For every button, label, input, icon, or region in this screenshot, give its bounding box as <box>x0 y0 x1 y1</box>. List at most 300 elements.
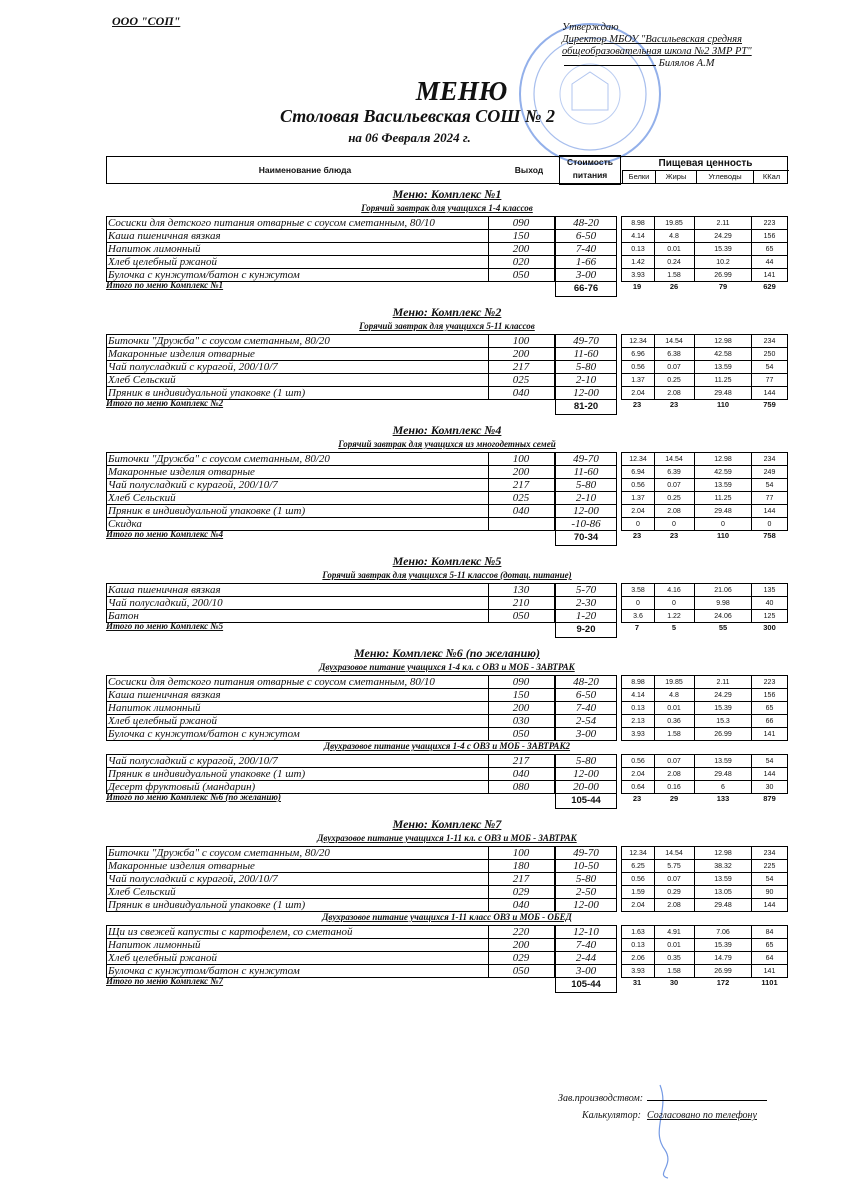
dish-nutrition-c: 2.11 <box>695 675 752 688</box>
dish-nutrition-c: 13.05 <box>695 885 752 898</box>
dish-name: Скидка <box>106 517 489 531</box>
total-cost: 81-20 <box>555 399 617 415</box>
dish-output: 217 <box>488 754 555 767</box>
dish-output: 100 <box>488 846 555 859</box>
dish-nutrition-f: 4.91 <box>654 925 695 938</box>
total-label: Итого по меню Комплекс №6 (по желанию) <box>106 792 281 802</box>
header-nutrition: Пищевая ценность <box>658 158 753 169</box>
dish-nutrition-f: 0 <box>654 596 695 609</box>
dish-cost: 1-66 <box>555 255 617 268</box>
dish-nutrition-c: 13.59 <box>695 872 752 885</box>
dish-output: 200 <box>488 465 555 478</box>
dish-name: Хлеб целебный ржаной <box>106 714 489 727</box>
dish-nutrition-f: 2.08 <box>654 504 695 517</box>
dish-cost: 5-80 <box>555 872 617 885</box>
approval-line3: общеобразовательная школа №2 ЗМР РТ" <box>562 46 752 57</box>
dish-cost: 6-50 <box>555 229 617 242</box>
total-cost: 9-20 <box>555 622 617 638</box>
total-nutrition-f: 23 <box>669 531 679 540</box>
dish-nutrition-c: 42.58 <box>695 347 752 360</box>
dish-nutrition-c: 12.98 <box>695 334 752 347</box>
section-total <box>106 281 788 297</box>
table-row <box>106 478 788 491</box>
dish-nutrition-k: 64 <box>752 951 788 964</box>
dish-cost: 3-00 <box>555 964 617 978</box>
dish-nutrition-f: 0.36 <box>654 714 695 727</box>
dish-nutrition-k: 144 <box>752 504 788 517</box>
dish-cost: 5-80 <box>555 478 617 491</box>
table-row <box>106 675 788 688</box>
table-row <box>106 491 788 504</box>
dish-nutrition-k: 77 <box>752 491 788 504</box>
dish-nutrition-k: 84 <box>752 925 788 938</box>
dish-nutrition-f: 0.07 <box>654 360 695 373</box>
dish-nutrition-f: 6.39 <box>654 465 695 478</box>
dish-nutrition-k: 54 <box>752 478 788 491</box>
dish-nutrition-p: 4.14 <box>621 688 655 701</box>
section-title: Меню: Комплекс №6 (по желанию) <box>354 646 540 660</box>
table-row <box>106 229 788 242</box>
dish-name: Пряник в индивидуальной упаковке (1 шт) <box>106 386 489 400</box>
dish-nutrition-p: 0 <box>621 596 655 609</box>
dish-name: Макаронные изделия отварные <box>106 347 489 360</box>
dish-output: 130 <box>488 583 555 596</box>
dish-name: Пряник в индивидуальной упаковке (1 шт) <box>106 898 489 912</box>
dish-output: 217 <box>488 872 555 885</box>
header-output: Выход <box>514 165 544 175</box>
table-row <box>106 872 788 885</box>
dish-nutrition-f: 2.08 <box>654 767 695 780</box>
dish-cost: 12-00 <box>555 386 617 400</box>
dish-nutrition-f: 0 <box>654 517 695 531</box>
dish-output: 217 <box>488 478 555 491</box>
dish-nutrition-p: 1.59 <box>621 885 655 898</box>
dish-output: 200 <box>488 242 555 255</box>
dish-nutrition-c: 21.06 <box>695 583 752 596</box>
dish-output: 040 <box>488 386 555 400</box>
dish-nutrition-c: 15.39 <box>695 701 752 714</box>
dish-nutrition-f: 19.85 <box>654 675 695 688</box>
total-nutrition-f: 30 <box>669 978 679 987</box>
menu-section <box>106 187 788 297</box>
table-row <box>106 334 788 347</box>
table-row <box>106 373 788 386</box>
dish-output: 080 <box>488 780 555 794</box>
dish-cost: 11-60 <box>555 465 617 478</box>
dish-nutrition-k: 66 <box>752 714 788 727</box>
dish-nutrition-f: 0.07 <box>654 872 695 885</box>
dish-nutrition-p: 6.96 <box>621 347 655 360</box>
dish-nutrition-p: 0.13 <box>621 938 655 951</box>
dish-cost: 12-10 <box>555 925 617 938</box>
dish-cost: 6-50 <box>555 688 617 701</box>
total-nutrition-k: 1101 <box>761 978 778 987</box>
dish-output: 200 <box>488 347 555 360</box>
dish-nutrition-c: 12.98 <box>695 452 752 465</box>
dish-name: Булочка с кунжутом/батон с кунжутом <box>106 268 489 282</box>
table-row <box>106 938 788 951</box>
calculator-line <box>582 1110 757 1121</box>
dish-nutrition-c: 13.59 <box>695 360 752 373</box>
dish-nutrition-p: 6.25 <box>621 859 655 872</box>
table-row <box>106 754 788 767</box>
table-row <box>106 951 788 964</box>
dish-cost: 1-20 <box>555 609 617 623</box>
section-title: Меню: Комплекс №4 <box>392 423 502 437</box>
approval-line1: Утверждаю <box>562 22 619 33</box>
dish-nutrition-k: 234 <box>752 846 788 859</box>
dish-cost: -10-86 <box>555 517 617 531</box>
dish-cost: 49-70 <box>555 846 617 859</box>
menu-section <box>106 817 788 993</box>
dish-nutrition-f: 5.75 <box>654 859 695 872</box>
dish-name: Биточки "Дружба" с соусом сметанным, 80/20 <box>106 452 489 465</box>
dish-name: Пряник в индивидуальной упаковке (1 шт) <box>106 504 489 517</box>
dish-nutrition-f: 0.01 <box>654 701 695 714</box>
dish-nutrition-k: 234 <box>752 452 788 465</box>
dish-nutrition-p: 0.56 <box>621 872 655 885</box>
dish-nutrition-c: 13.59 <box>695 478 752 491</box>
dish-nutrition-c: 29.48 <box>695 504 752 517</box>
dish-nutrition-p: 2.06 <box>621 951 655 964</box>
dish-cost: 12-00 <box>555 767 617 780</box>
section-title: Меню: Комплекс №5 <box>392 554 502 568</box>
dish-nutrition-p: 0.56 <box>621 754 655 767</box>
total-nutrition-k: 629 <box>763 282 776 291</box>
table-row <box>106 701 788 714</box>
dish-nutrition-c: 15.3 <box>695 714 752 727</box>
dish-nutrition-c: 6 <box>695 780 752 794</box>
dish-output: 150 <box>488 688 555 701</box>
dish-cost: 7-40 <box>555 242 617 255</box>
dish-cost: 48-20 <box>555 216 617 229</box>
dish-output: 100 <box>488 452 555 465</box>
dish-output: 150 <box>488 229 555 242</box>
dish-name: Напиток лимонный <box>106 701 489 714</box>
dish-nutrition-p: 1.37 <box>621 491 655 504</box>
dish-nutrition-f: 0.29 <box>654 885 695 898</box>
dish-nutrition-f: 0.25 <box>654 373 695 386</box>
total-nutrition-p: 23 <box>632 400 642 409</box>
dish-nutrition-f: 0.25 <box>654 491 695 504</box>
section-title: Меню: Комплекс №1 <box>392 187 502 201</box>
header-kcal: ККал <box>753 170 789 183</box>
dish-nutrition-c: 15.39 <box>695 242 752 255</box>
dish-nutrition-k: 40 <box>752 596 788 609</box>
dish-nutrition-k: 65 <box>752 938 788 951</box>
dish-output: 050 <box>488 268 555 282</box>
dish-nutrition-c: 26.99 <box>695 727 752 741</box>
table-row <box>106 242 788 255</box>
total-nutrition-c: 110 <box>716 400 730 409</box>
dish-nutrition-f: 6.38 <box>654 347 695 360</box>
dish-nutrition-p: 1.42 <box>621 255 655 268</box>
dish-nutrition-c: 29.48 <box>695 898 752 912</box>
dish-nutrition-p: 0.13 <box>621 242 655 255</box>
dish-nutrition-f: 1.22 <box>654 609 695 623</box>
table-row <box>106 583 788 596</box>
group-title: Горячий завтрак для учащихся 1-4 классов <box>361 203 533 213</box>
total-nutrition-p: 19 <box>632 282 642 291</box>
dish-nutrition-f: 0.07 <box>654 478 695 491</box>
dish-nutrition-k: 249 <box>752 465 788 478</box>
dish-nutrition-k: 250 <box>752 347 788 360</box>
dish-name: Хлеб Сельский <box>106 491 489 504</box>
dish-nutrition-c: 24.06 <box>695 609 752 623</box>
dish-nutrition-k: 223 <box>752 675 788 688</box>
dish-nutrition-c: 13.59 <box>695 754 752 767</box>
dish-nutrition-c: 9.98 <box>695 596 752 609</box>
table-row <box>106 347 788 360</box>
approval-block <box>562 22 752 70</box>
group-title: Двухразовое питание учащихся 1-4 с ОВЗ и МОБ - ЗАВТРАК2 <box>323 741 571 751</box>
dish-name: Чай полусладкий с курагой, 200/10/7 <box>106 360 489 373</box>
table-row <box>106 465 788 478</box>
calc-value: Согласовано по телефону <box>646 1110 757 1121</box>
dish-cost: 20-00 <box>555 780 617 794</box>
dish-name: Сосиски для детского питания отварные с соусом сметанным, 80/10 <box>106 675 489 688</box>
dish-nutrition-k: 65 <box>752 701 788 714</box>
dish-nutrition-p: 2.04 <box>621 898 655 912</box>
table-row <box>106 898 788 911</box>
dish-nutrition-p: 3.93 <box>621 727 655 741</box>
dish-nutrition-c: 14.79 <box>695 951 752 964</box>
dish-cost: 2-54 <box>555 714 617 727</box>
total-nutrition-c: 110 <box>716 531 730 540</box>
dish-nutrition-k: 156 <box>752 229 788 242</box>
table-row <box>106 255 788 268</box>
dish-name: Каша пшеничная вязкая <box>106 583 489 596</box>
dish-nutrition-p: 3.93 <box>621 268 655 282</box>
dish-name: Чай полусладкий, 200/10 <box>106 596 489 609</box>
dish-output: 025 <box>488 373 555 386</box>
table-row <box>106 216 788 229</box>
table-row <box>106 846 788 859</box>
dish-nutrition-k: 54 <box>752 360 788 373</box>
dish-name: Хлеб целебный ржаной <box>106 255 489 268</box>
dish-output: 090 <box>488 675 555 688</box>
dish-output: 200 <box>488 701 555 714</box>
total-label: Итого по меню Комплекс №7 <box>106 976 224 986</box>
dish-nutrition-c: 24.29 <box>695 688 752 701</box>
dish-nutrition-c: 11.25 <box>695 491 752 504</box>
approval-line2: Директор МБОУ "Васильевская средняя <box>562 34 743 45</box>
dish-nutrition-p: 0.64 <box>621 780 655 794</box>
dish-nutrition-p: 2.13 <box>621 714 655 727</box>
dish-nutrition-f: 1.58 <box>654 964 695 978</box>
total-label: Итого по меню Комплекс №2 <box>106 398 224 408</box>
dish-name: Биточки "Дружба" с соусом сметанным, 80/20 <box>106 846 489 859</box>
dish-cost: 48-20 <box>555 675 617 688</box>
dish-nutrition-c: 10.2 <box>695 255 752 268</box>
dish-nutrition-f: 0.01 <box>654 938 695 951</box>
dish-output <box>488 517 555 531</box>
dish-nutrition-k: 223 <box>752 216 788 229</box>
dish-nutrition-k: 0 <box>752 517 788 531</box>
dish-name: Напиток лимонный <box>106 938 489 951</box>
dish-nutrition-p: 8.98 <box>621 216 655 229</box>
dish-output: 180 <box>488 859 555 872</box>
dish-nutrition-p: 0.56 <box>621 360 655 373</box>
total-nutrition-k: 300 <box>763 623 776 632</box>
dish-name: Десерт фруктовый (мандарин) <box>106 780 489 794</box>
dish-nutrition-k: 141 <box>752 964 788 978</box>
dish-cost: 12-00 <box>555 504 617 517</box>
dish-nutrition-p: 6.94 <box>621 465 655 478</box>
dish-nutrition-c: 12.98 <box>695 846 752 859</box>
total-cost: 70-34 <box>555 530 617 546</box>
approval-signer: Билялов А.М <box>658 58 715 69</box>
page-date: на 06 Февраля 2024 г. <box>348 130 471 145</box>
dish-output: 210 <box>488 596 555 609</box>
dish-name: Чай полусладкий с курагой, 200/10/7 <box>106 478 489 491</box>
dish-name: Сосиски для детского питания отварные с соусом сметанным, 80/10 <box>106 216 489 229</box>
header-proteins: Белки <box>622 170 655 183</box>
total-nutrition-p: 7 <box>634 623 640 632</box>
header-fats: Жиры <box>655 170 696 183</box>
dish-nutrition-k: 135 <box>752 583 788 596</box>
dish-cost: 2-50 <box>555 885 617 898</box>
dish-name: Макаронные изделия отварные <box>106 859 489 872</box>
group-title: Горячий завтрак для учащихся 5-11 классов <box>359 321 535 331</box>
dish-output: 050 <box>488 964 555 978</box>
manager-line <box>558 1093 767 1104</box>
section-total <box>106 399 788 415</box>
dish-cost: 2-44 <box>555 951 617 964</box>
dish-cost: 12-00 <box>555 898 617 912</box>
dish-cost: 2-30 <box>555 596 617 609</box>
menu-section <box>106 423 788 546</box>
dish-cost: 2-10 <box>555 491 617 504</box>
dish-nutrition-k: 225 <box>752 859 788 872</box>
group-title: Двухразовое питание учащихся 1-11 класс ОВЗ и МОБ - ОБЕД <box>322 912 572 922</box>
dish-nutrition-k: 125 <box>752 609 788 623</box>
dish-cost: 49-70 <box>555 334 617 347</box>
dish-nutrition-p: 2.04 <box>621 504 655 517</box>
dish-nutrition-c: 2.11 <box>695 216 752 229</box>
dish-nutrition-p: 0.13 <box>621 701 655 714</box>
group-title: Горячий завтрак для учащихся 5-11 классов (дотац. питание) <box>322 570 572 580</box>
total-label: Итого по меню Комплекс №1 <box>106 280 224 290</box>
dish-nutrition-k: 77 <box>752 373 788 386</box>
dish-nutrition-c: 26.99 <box>695 964 752 978</box>
group-title: Двухразовое питание учащихся 1-11 кл. с ОВЗ и МОБ - ЗАВТРАК <box>317 833 577 843</box>
dish-nutrition-c: 11.25 <box>695 373 752 386</box>
dish-nutrition-p: 4.14 <box>621 229 655 242</box>
dish-name: Щи из свежей капусты с картофелем, со сметаной <box>106 925 489 938</box>
section-total <box>106 530 788 546</box>
total-label: Итого по меню Комплекс №4 <box>106 529 224 539</box>
org-name: ООО "СОП" <box>112 14 181 28</box>
total-cost: 66-76 <box>555 281 617 297</box>
dish-nutrition-k: 30 <box>752 780 788 794</box>
dish-nutrition-f: 1.58 <box>654 727 695 741</box>
total-cost: 105-44 <box>555 977 617 993</box>
page-subtitle: Столовая Васильевская СОШ № 2 <box>280 106 555 126</box>
dish-nutrition-f: 0.24 <box>654 255 695 268</box>
header-cost <box>559 155 621 185</box>
total-nutrition-p: 23 <box>632 531 642 540</box>
dish-nutrition-p: 2.04 <box>621 386 655 400</box>
section-total <box>106 793 788 809</box>
dish-nutrition-c: 0 <box>695 517 752 531</box>
dish-nutrition-f: 14.54 <box>654 846 695 859</box>
dish-name: Батон <box>106 609 489 623</box>
total-nutrition-p: 23 <box>632 794 642 803</box>
dish-cost: 3-00 <box>555 268 617 282</box>
total-nutrition-c: 133 <box>716 794 730 803</box>
total-label: Итого по меню Комплекс №5 <box>106 621 224 631</box>
dish-output: 029 <box>488 885 555 898</box>
dish-nutrition-p: 0 <box>621 517 655 531</box>
dish-name: Чай полусладкий с курагой, 200/10/7 <box>106 872 489 885</box>
dish-cost: 5-80 <box>555 754 617 767</box>
total-nutrition-c: 79 <box>718 282 728 291</box>
dish-output: 029 <box>488 951 555 964</box>
table-row <box>106 885 788 898</box>
dish-nutrition-k: 234 <box>752 334 788 347</box>
dish-nutrition-k: 144 <box>752 898 788 912</box>
table-row <box>106 504 788 517</box>
dish-nutrition-c: 15.39 <box>695 938 752 951</box>
dish-cost: 11-60 <box>555 347 617 360</box>
page-title: МЕНЮ <box>415 76 508 106</box>
total-nutrition-k: 879 <box>763 794 776 803</box>
dish-output: 040 <box>488 504 555 517</box>
dish-name: Макаронные изделия отварные <box>106 465 489 478</box>
dish-name: Хлеб Сельский <box>106 885 489 898</box>
dish-nutrition-c: 24.29 <box>695 229 752 242</box>
dish-output: 050 <box>488 727 555 741</box>
section-total <box>106 977 788 993</box>
menu-section <box>106 554 788 638</box>
dish-nutrition-f: 0.07 <box>654 754 695 767</box>
menu-table <box>106 156 788 993</box>
table-row <box>106 727 788 740</box>
header-carbs: Углеводы <box>696 170 753 183</box>
dish-nutrition-c: 26.99 <box>695 268 752 282</box>
section-total <box>106 622 788 638</box>
dish-nutrition-f: 2.08 <box>654 386 695 400</box>
dish-output: 025 <box>488 491 555 504</box>
total-nutrition-k: 759 <box>763 400 776 409</box>
total-nutrition-p: 31 <box>632 978 642 987</box>
dish-output: 040 <box>488 767 555 780</box>
dish-output: 100 <box>488 334 555 347</box>
dish-output: 200 <box>488 938 555 951</box>
dish-nutrition-k: 44 <box>752 255 788 268</box>
group-title: Горячий завтрак для учащихся из многодетных семей <box>338 439 556 449</box>
dish-nutrition-p: 1.63 <box>621 925 655 938</box>
manager-label: Зав.производством: <box>558 1093 644 1104</box>
dish-nutrition-k: 90 <box>752 885 788 898</box>
dish-name: Хлеб целебный ржаной <box>106 951 489 964</box>
dish-nutrition-p: 12.34 <box>621 452 655 465</box>
dish-nutrition-f: 0.35 <box>654 951 695 964</box>
dish-nutrition-f: 0.01 <box>654 242 695 255</box>
dish-nutrition-f: 1.58 <box>654 268 695 282</box>
dish-nutrition-c: 29.48 <box>695 386 752 400</box>
dish-output: 220 <box>488 925 555 938</box>
dish-nutrition-f: 0.16 <box>654 780 695 794</box>
total-nutrition-f: 26 <box>669 282 679 291</box>
dish-output: 030 <box>488 714 555 727</box>
dish-nutrition-p: 0.56 <box>621 478 655 491</box>
dish-name: Хлеб Сельский <box>106 373 489 386</box>
header-cost-line2: питания <box>572 170 608 180</box>
dish-nutrition-k: 141 <box>752 268 788 282</box>
dish-name: Булочка с кунжутом/батон с кунжутом <box>106 964 489 978</box>
